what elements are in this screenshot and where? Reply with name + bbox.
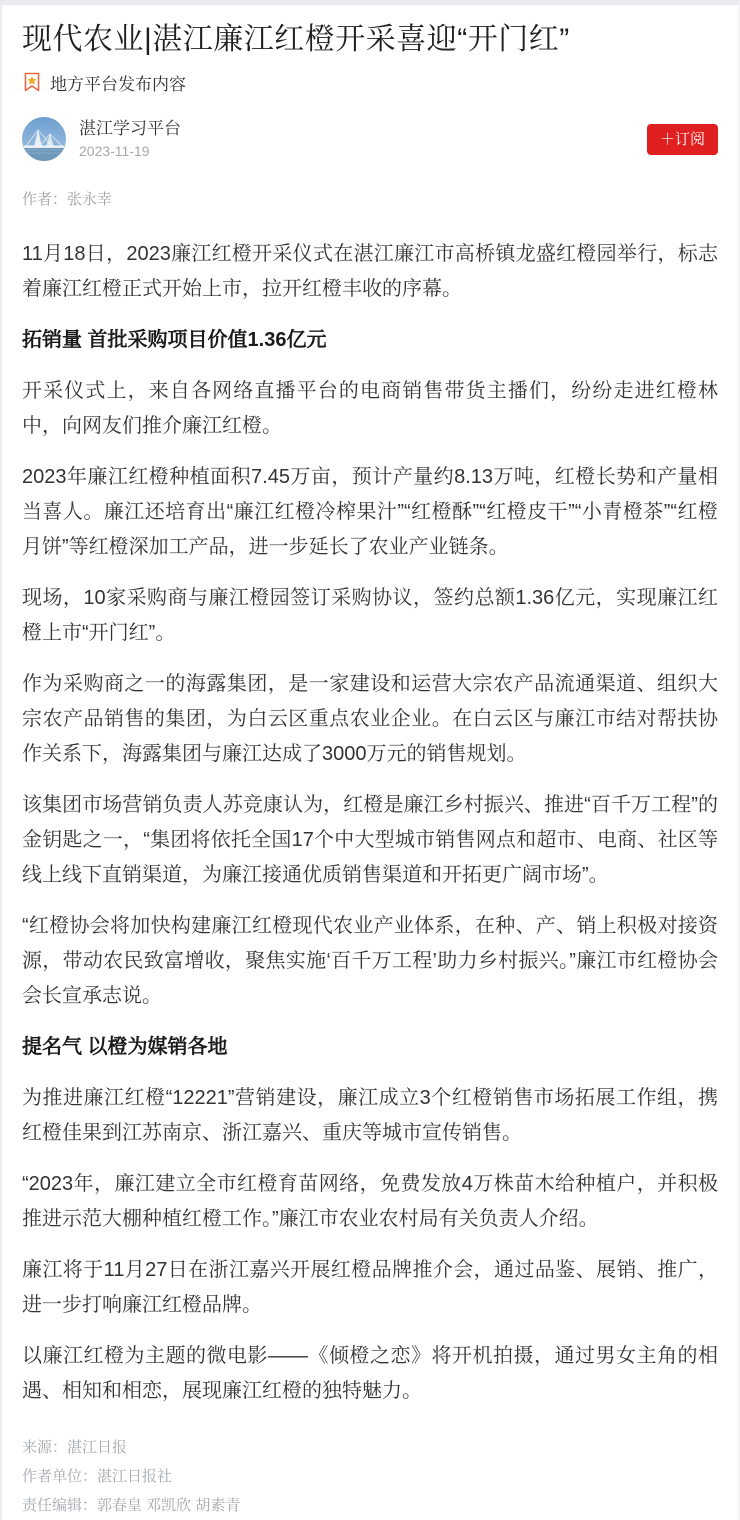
meta-line: 作者单位：湛江日报社 [22,1468,173,1485]
article-paragraph: 为推进廉江红橙“12221”营销建设，廉江成立3个红橙销售市场拓展工作组，携红橙佳果到江苏南京、浙江嘉兴、重庆等城市宣传销售。 [22,1087,718,1144]
article-paragraph: 2023年廉江红橙种植面积7.45万亩，预计产量约8.13万吨，红橙长势和产量相当喜人。廉江还培育出“廉江红橙冷榨果汁”“红橙酥”“红橙皮干”“小青橙茶”“红橙月饼”等红橙深加工产品，进一步延长了农业产业链条。 [22,466,718,558]
meta-line: 责任编辑：郭春皇 邓凯欣 胡素青 [22,1497,241,1514]
article-paragraph: 开采仪式上，来自各网络直播平台的电商销售带货主播们，纷纷走进红橙林中，向网友们推介廉江红橙。 [22,380,718,437]
content-tag-row [22,71,718,93]
article-paragraph: 以廉江红橙为主题的微电影——《倾橙之恋》将开机拍摄，通过男女主角的相遇、相知和相恋，展现廉江红橙的独特魅力。 [22,1345,718,1402]
article-paragraph: “红橙协会将加快构建廉江红橙现代农业产业体系，在种、产、销上积极对接资源，带动农民致富增收，聚焦实施‘百千万工程’助力乡村振兴。”廉江市红橙协会会长宣承志说。 [22,915,718,1007]
article-paragraph: 廉江将于11月27日在浙江嘉兴开展红橙品牌推介会，通过品鉴、展销、推广，进一步打响廉江红橙品牌。 [22,1259,718,1316]
section-heading: 拓销量 首批采购项目价值1.36亿元 [22,329,327,351]
article-paragraph: 作为采购商之一的海露集团，是一家建设和运营大宗农产品流通渠道、组织大宗农产品销售的集团，为白云区重点农业企业。在白云区与廉江市结对帮扶协作关系下，海露集团与廉江达成了3000万元的销售规划。 [22,673,718,765]
footer-meta [22,1433,718,1520]
author-byline: 作者：张永幸 [22,191,113,208]
article-body [22,237,718,1409]
badge-star-icon [22,72,42,92]
subscribe-button[interactable]: ＋订阅 [647,124,718,155]
article-container [2,5,738,1520]
article-paragraph: 该集团市场营销负责人苏竞康认为，红橙是廉江乡村振兴、推进“百千万工程”的金钥匙之一，“集团将依托全国17个中大型城市销售网点和超市、电商、社区等线上线下直销渠道，为廉江接通优质销售渠道和开拓更广阔市场”。 [22,794,718,886]
avatar[interactable] [22,117,66,161]
publish-date: 2023-11-19 [79,142,150,159]
article-paragraph: “2023年，廉江建立全市红橙育苗网络，免费发放4万株苗木给种植户，并积极推进示范大棚种植红橙工作。”廉江市农业农村局有关负责人介绍。 [22,1173,718,1230]
publisher-row [22,117,718,161]
publisher-meta [79,118,181,161]
tag-label: 地方平台发布内容 [50,74,186,94]
publisher-name[interactable]: 湛江学习平台 [79,118,181,138]
section-heading: 提名气 以橙为媒销各地 [22,1036,228,1058]
meta-line: 来源：湛江日报 [22,1439,128,1456]
article-paragraph: 现场，10家采购商与廉江橙园签订采购协议，签约总额1.36亿元，实现廉江红橙上市“开门红”。 [22,587,718,644]
page-title: 现代农业|湛江廉江红橙开采喜迎“开门红” [22,23,570,56]
article-paragraph: 11月18日，2023廉江红橙开采仪式在湛江廉江市高桥镇龙盛红橙园举行，标志着廉江红橙正式开始上市，拉开红橙丰收的序幕。 [22,243,718,300]
